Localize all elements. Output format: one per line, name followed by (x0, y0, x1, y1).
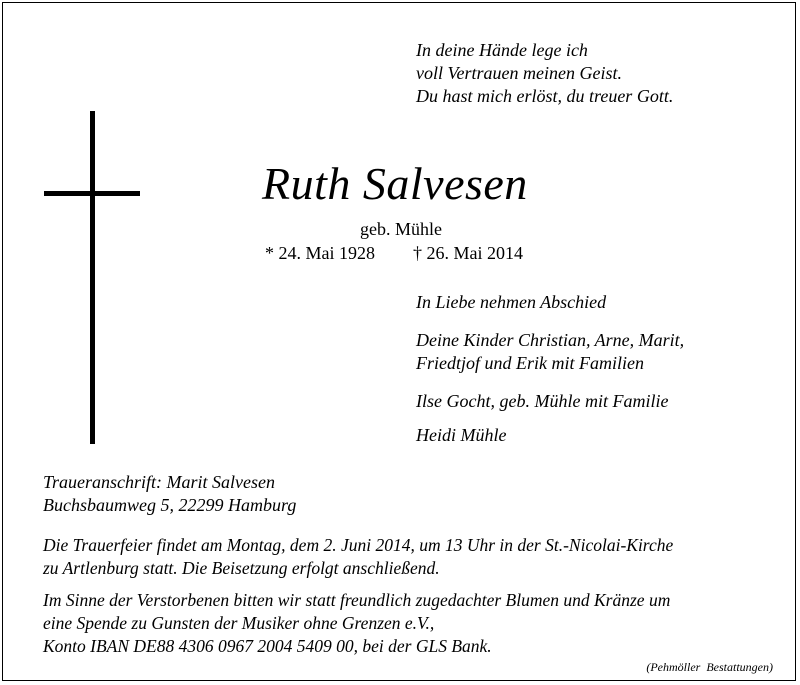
cross-icon-horizontal (44, 191, 140, 196)
verse-line: voll Vertrauen meinen Geist. (416, 63, 622, 83)
farewell-intro: In Liebe nehmen Abschied (416, 292, 607, 312)
undertaker-credit: (Pehmöller Bestattungen) (646, 660, 773, 674)
mourners-children (416, 329, 684, 375)
donation-line: eine Spende zu Gunsten der Musiker ohne Grenzen e.V., (43, 613, 435, 633)
maiden-name: geb. Mühle (360, 219, 442, 239)
obituary-notice (2, 2, 796, 681)
mourners-line: Deine Kinder Christian, Arne, Marit, (416, 330, 685, 350)
mourners-line: Friedtjof und Erik mit Familien (416, 353, 644, 373)
verse-line: In deine Hände lege ich (416, 40, 588, 60)
verse-line: Du hast mich erlöst, du treuer Gott. (416, 86, 674, 106)
funeral-line: zu Artlenburg statt. Die Beisetzung erfolgt anschließend. (43, 558, 440, 578)
deceased-name: Ruth Salvesen (262, 158, 528, 209)
donation-line: Im Sinne der Verstorbenen bitten wir statt freundlich zugedachter Blumen und Kränze um (43, 590, 671, 610)
funeral-line: Die Trauerfeier findet am Montag, dem 2. Juni 2014, um 13 Uhr in der St.-Nicolai-Kirche (43, 535, 674, 555)
verse-quote (416, 39, 673, 108)
mourners-sister: Ilse Gocht, geb. Mühle mit Familie (416, 391, 669, 411)
death-date: † 26. Mai 2014 (413, 243, 523, 263)
mourners-other: Heidi Mühle (416, 425, 507, 445)
donation-line: Konto IBAN DE88 4306 0967 2004 5409 00, bei der GLS Bank. (43, 636, 492, 656)
mourning-address (43, 471, 296, 517)
birth-date: * 24. Mai 1928 (265, 243, 375, 263)
funeral-info (43, 534, 673, 580)
address-line: Buchsbaumweg 5, 22299 Hamburg (43, 495, 297, 515)
cross-icon-vertical (90, 111, 95, 444)
address-line: Traueranschrift: Marit Salvesen (43, 472, 275, 492)
donation-request (43, 589, 670, 658)
